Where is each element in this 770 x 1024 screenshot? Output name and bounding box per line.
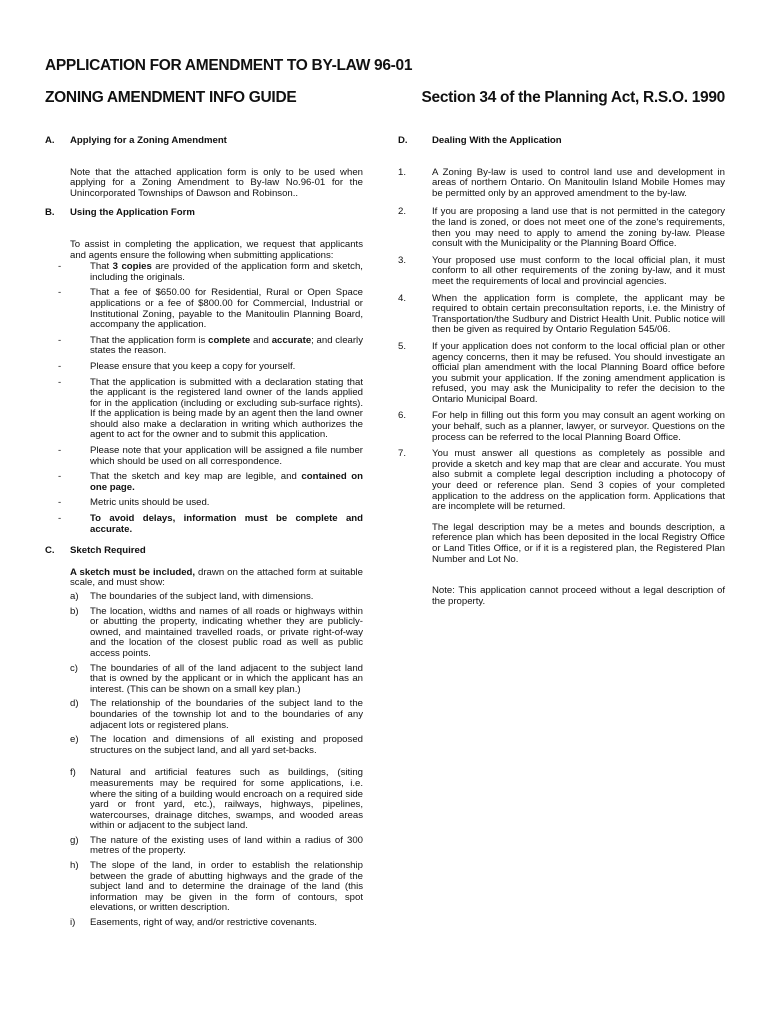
list-item: i) Easements, right of way, and/or restrictive covenants. xyxy=(70,917,317,929)
section-c-heading: C. Sketch Required xyxy=(45,545,146,557)
legal-description-text: The legal description may be a metes and bounds description, a reference plan which has been deposited in the local Registry Office or Land Titles Office, or if it is a registered plan, the Registered Plan Number and Lot No. xyxy=(432,521,725,565)
list-item: - That the application form is complete and accurate; and clearly states the reason. xyxy=(58,334,363,357)
section-b-heading: B. Using the Application Form xyxy=(45,207,195,219)
document-subtitle: ZONING AMENDMENT INFO GUIDE xyxy=(45,89,297,106)
section-a-text: Note that the attached application form is only to be used when applying for a Zoning Amendment to By-law No.96-01 for the Unincorporated Townships of Dawson and Robinson.. xyxy=(70,166,363,199)
section-a-heading: A. Applying for a Zoning Amendment xyxy=(45,135,227,146)
list-item: - Please note that your application will be assigned a file number which should be used on all correspondence. xyxy=(58,445,363,467)
list-item: 7. You must answer all questions as completely as possible and provide a sketch and key map that are clear and accurate. You must also submit a complete legal description including a photocopy of your deed or reference plan. Send 3 copies of your completed application to the address on the application form. Applications that are incomplete will be returned. xyxy=(398,448,725,513)
list-item: g) The nature of the existing uses of land within a radius of 300 metres of the property. xyxy=(70,834,363,857)
act-reference: Section 34 of the Planning Act, R.S.O. 1990 xyxy=(421,89,725,106)
list-item: 3. Your proposed use must conform to the local official plan, it must conform to all other requirements of the zoning by-law, and it must meet the requirements of local and provincial agencies. xyxy=(398,254,725,287)
application-steps-list xyxy=(398,168,725,513)
list-item: 5. If your application does not conform to the local official plan or other agency concerns, then it may be refused. You should investigate an official plan amendment with the local Planning Board office before you submit your application. If the zoning amendment application is refused, you may ask the Municipality to refer the decision to the Ontario Municipal Board. xyxy=(398,340,725,405)
list-item: - Metric units should be used. xyxy=(58,497,210,509)
section-c-intro: A sketch must be included, drawn on the attached form at suitable scale, and must show: xyxy=(70,566,364,589)
list-item: - That 3 copies are provided of the application form and sketch, including the originals. xyxy=(58,261,363,283)
list-item: - To avoid delays, information must be complete and accurate. xyxy=(58,513,363,535)
list-item: h) The slope of the land, in order to establish the relationship between the grade of abutting highways and the grade of the subject land and to determine the drainage of the land (this information may be given in the form of contours, spot elevations, or written description. xyxy=(70,860,363,914)
list-item: 2. If you are proposing a land use that is not permitted in the category the land is zoned, or does not meet one of the zone's requirements, then you may need to apply to amend the zoning by-law. Please consult with the Municipality or the Planning Board Office. xyxy=(398,206,725,250)
list-item: 1. A Zoning By-law is used to control land use and development in areas of northern Ontario. On Manitoulin Island Mobile Homes may be permitted only by an approved amendment to the by-law. xyxy=(398,166,725,199)
section-b-intro: To assist in completing the application, we request that applicants and agents ensure the following when submitting applications: xyxy=(70,238,363,261)
legal-description-note: Note: This application cannot proceed without a legal description of the property. xyxy=(432,585,725,607)
left-column xyxy=(45,136,363,929)
list-item: d) The relationship of the boundaries of the subject land to the boundaries of the township lot and to the boundaries of any adjacent lots or registered plans. xyxy=(70,698,363,731)
document-title: APPLICATION FOR AMENDMENT TO BY-LAW 96-01 xyxy=(45,57,413,74)
list-item: - That a fee of $650.00 for Residential, Rural or Open Space applications or a fee of $800.00 for Commercial, Industrial or Institutional Zoning, payable to the Manitoulin Planning Board, accompany the application. xyxy=(58,287,363,331)
list-item: - That the application is submitted with a declaration stating that the applicant is the registered land owner of the lands applied for in the application (including or excluding sub-surface rights). If the application is being made by an agent then the land owner should also make a declaration in writing which authorizes the agent to act for the owner and to submit this application. xyxy=(58,376,363,441)
section-d-heading: D. Dealing With the Application xyxy=(398,135,562,146)
list-item: f) Natural and artificial features such as buildings, (siting measurements may be required for some applications, i.e. where the siting of a building would encroach on a required side yard or front yard, etc.), railways, highways, pipelines, watercourses, drainage ditches, swamps, and wooded areas within or adjacent to the subject land. xyxy=(70,767,363,832)
list-item: a) The boundaries of the subject land, with dimensions. xyxy=(70,591,314,602)
list-item: c) The boundaries of all of the land adjacent to the subject land that is owned by the applicant or in which the applicant has an interest. (This can be shown on a small key plan.) xyxy=(70,662,363,695)
list-item: b) The location, widths and names of all roads or highways within or abutting the property, indicating whether they are publicly-owned, and maintained travelled roads, or private right-of-way and the location of the closest public road as well as public access points. xyxy=(70,605,363,659)
list-item: - That the sketch and key map are legible, and contained on one page. xyxy=(58,471,364,493)
right-column xyxy=(398,136,725,607)
sketch-requirements-list xyxy=(45,592,363,929)
list-item: 6. For help in filling out this form you may consult an agent working on your behalf, such as a planner, lawyer, or surveyor. Questions on the process can be referred to the local Planning Board Office. xyxy=(398,410,725,443)
list-item: 4. When the application form is complete, the applicant may be required to obtain certain preconsultation reports, i.e. the Ministry of Transportation/the Sudbury and District Health Unit. Public notice will then be given as required by Ontario Regulation 545/06. xyxy=(398,292,725,336)
list-item: e) The location and dimensions of all existing and proposed structures on the subject land, and all yard set-backs. xyxy=(70,734,363,756)
list-item: - Please ensure that you keep a copy for yourself. xyxy=(58,360,296,372)
